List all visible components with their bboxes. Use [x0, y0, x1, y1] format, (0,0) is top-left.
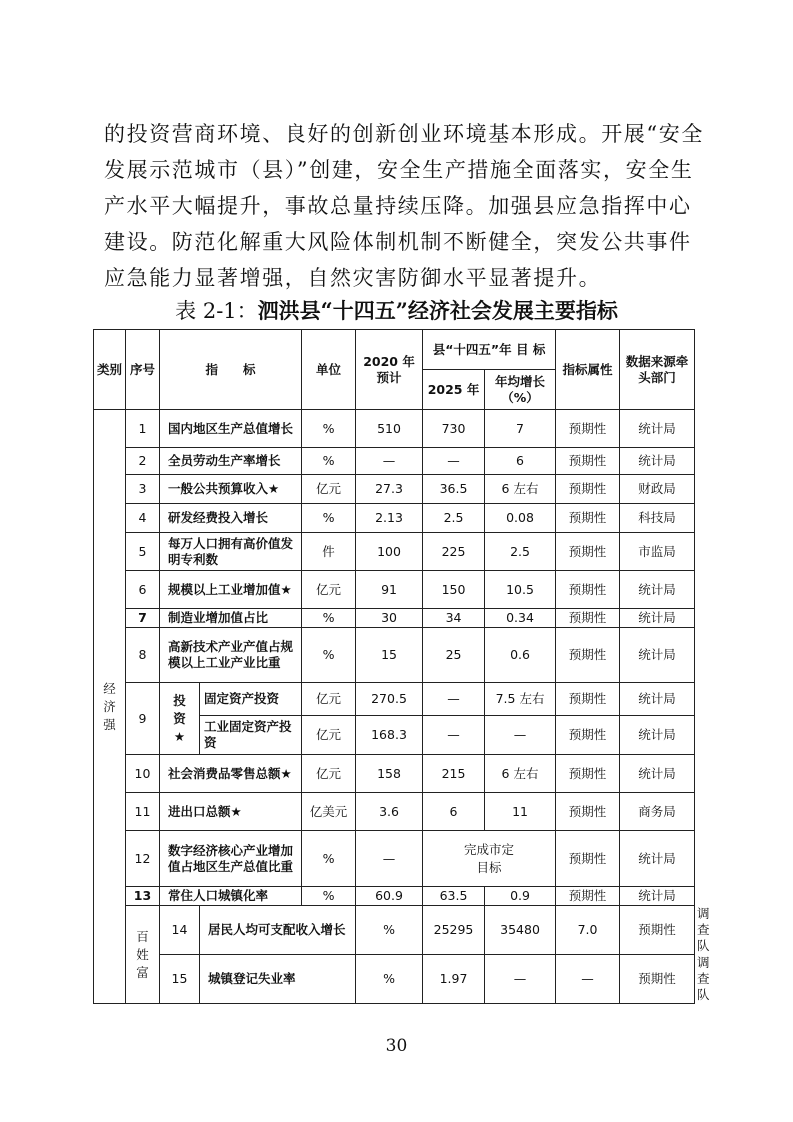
- paragraph-line: 发展示范城市（县）”创建，安全生产措施全面落实，安全生: [104, 158, 694, 182]
- table-row: [94, 628, 695, 683]
- cell-source: 统计局: [620, 887, 695, 906]
- cell-target-merged: 完成市定目标: [423, 831, 556, 887]
- cell-2020: 158: [356, 755, 423, 793]
- table-row: [94, 831, 695, 887]
- cell-attr: 预期性: [556, 475, 620, 504]
- cell-source: 市监局: [620, 533, 695, 571]
- cell-growth: 10.5: [485, 571, 556, 609]
- table-row: [94, 793, 695, 831]
- table-row: [94, 887, 695, 906]
- cell-attr: 预期性: [556, 831, 620, 887]
- cell-2020: 168.3: [356, 716, 423, 755]
- cell-unit: 亿元: [302, 683, 356, 716]
- cell-attr: 预期性: [556, 504, 620, 533]
- cell-2025: —: [485, 955, 556, 1004]
- cell-growth: —: [485, 716, 556, 755]
- cell-attr: 预期性: [556, 887, 620, 906]
- cell-2020: 15: [356, 628, 423, 683]
- cell-unit: 亿元: [302, 755, 356, 793]
- cell-growth: 0.34: [485, 609, 556, 628]
- header-2025: 2025 年: [423, 370, 485, 410]
- category-livelihood: 百姓富: [126, 906, 160, 1004]
- cell-no: 9: [126, 683, 160, 755]
- cell-unit: 亿元: [302, 716, 356, 755]
- cell-growth: 7.0: [556, 906, 620, 955]
- cell-2025: 2.5: [423, 504, 485, 533]
- cell-no: 13: [126, 887, 160, 906]
- cell-2025: 36.5: [423, 475, 485, 504]
- cell-attr: 预期性: [556, 755, 620, 793]
- cell-source: 统计局: [620, 628, 695, 683]
- header-row: [94, 330, 695, 370]
- header-attr: 指标属性: [556, 330, 620, 410]
- cell-indicator: 全员劳动生产率增长: [160, 448, 302, 475]
- header-2020: 2020 年预计: [356, 330, 423, 410]
- table-row: [94, 609, 695, 628]
- cell-indicator: 国内地区生产总值增长: [160, 410, 302, 448]
- cell-growth: 7.5 左右: [485, 683, 556, 716]
- cell-no: 7: [126, 609, 160, 628]
- cell-no: 4: [126, 504, 160, 533]
- cell-source: 统计局: [620, 683, 695, 716]
- table-caption-prefix: 表 2-1：: [175, 299, 258, 323]
- cell-indicator: 工业固定资产投资: [200, 716, 302, 755]
- cell-growth: 2.5: [485, 533, 556, 571]
- cell-growth: 6: [485, 448, 556, 475]
- cell-2020: 270.5: [356, 683, 423, 716]
- cell-source: 科技局: [620, 504, 695, 533]
- cell-no: 14: [160, 906, 200, 955]
- cell-attr: 预期性: [556, 609, 620, 628]
- cell-growth: 6 左右: [485, 755, 556, 793]
- cell-attr: 预期性: [556, 793, 620, 831]
- cell-2025: 730: [423, 410, 485, 448]
- cell-attr: 预期性: [556, 716, 620, 755]
- cell-unit: %: [302, 448, 356, 475]
- cell-indicator: 研发经费投入增长: [160, 504, 302, 533]
- paragraph-line: 建设。防范化解重大风险体制机制不断健全，突发公共事件: [104, 230, 692, 254]
- cell-indicator: 固定资产投资: [200, 683, 302, 716]
- cell-2020: 2.13: [356, 504, 423, 533]
- cell-source: 财政局: [620, 475, 695, 504]
- cell-indicator: 高新技术产业产值占规模以上工业产业比重: [160, 628, 302, 683]
- table-row: [94, 533, 695, 571]
- table-row: [94, 755, 695, 793]
- cell-indicator: 城镇登记失业率: [200, 955, 356, 1004]
- cell-growth: 0.6: [485, 628, 556, 683]
- cell-growth: 0.08: [485, 504, 556, 533]
- cell-attr: 预期性: [556, 571, 620, 609]
- cell-indicator: 常住人口城镇化率: [160, 887, 302, 906]
- cell-growth: 6 左右: [485, 475, 556, 504]
- cell-source: 统计局: [620, 716, 695, 755]
- cell-2025: 225: [423, 533, 485, 571]
- cell-indicator: 数字经济核心产业增加值占地区生产总值比重: [160, 831, 302, 887]
- cell-indicator: 规模以上工业增加值★: [160, 571, 302, 609]
- cell-2025: 63.5: [423, 887, 485, 906]
- table-row: [94, 475, 695, 504]
- cell-2020: 100: [356, 533, 423, 571]
- cell-attr: 预期性: [556, 448, 620, 475]
- table-caption-text: 泗洪县“十四五”经济社会发展主要指标: [257, 298, 618, 323]
- cell-source: 商务局: [620, 793, 695, 831]
- table-row: [94, 504, 695, 533]
- cell-attr: 预期性: [556, 683, 620, 716]
- cell-2025: —: [423, 448, 485, 475]
- cell-no: 12: [126, 831, 160, 887]
- cell-2025: 34: [423, 609, 485, 628]
- cell-no: 2: [126, 448, 160, 475]
- cell-attr: 预期性: [556, 410, 620, 448]
- header-indicator: 指 标: [160, 330, 302, 410]
- cell-no: 11: [126, 793, 160, 831]
- cell-unit: %: [302, 628, 356, 683]
- cell-unit: %: [302, 831, 356, 887]
- cell-attr: 预期性: [620, 906, 695, 955]
- cell-2020: 27.3: [356, 475, 423, 504]
- cell-2025: 215: [423, 755, 485, 793]
- header-growth: 年均增长（%）: [485, 370, 556, 410]
- cell-2020: 91: [356, 571, 423, 609]
- indicator-table: [93, 329, 710, 1004]
- cell-source: 统计局: [620, 571, 695, 609]
- header-category: 类别: [94, 330, 126, 410]
- cell-source: 统计局: [620, 755, 695, 793]
- cell-2025: —: [423, 716, 485, 755]
- cell-source: 统计局: [620, 410, 695, 448]
- cell-growth: 7: [485, 410, 556, 448]
- cell-no: 3: [126, 475, 160, 504]
- cell-attr: 预期性: [556, 533, 620, 571]
- cell-unit: %: [302, 887, 356, 906]
- cell-unit: %: [302, 410, 356, 448]
- cell-2020: —: [356, 448, 423, 475]
- cell-source: 统计局: [620, 831, 695, 887]
- cell-2020: 3.6: [356, 793, 423, 831]
- cell-unit: 件: [302, 533, 356, 571]
- paragraph-line: 应急能力显著增强，自然灾害防御水平显著提升。: [104, 266, 602, 290]
- paragraph-line: 的投资营商环境、良好的创新创业环境基本形成。开展“安全: [104, 122, 704, 146]
- cell-indicator: 居民人均可支配收入增长: [200, 906, 356, 955]
- header-target-group: 县“十四五”年 目 标: [423, 330, 556, 370]
- cell-growth: 0.9: [485, 887, 556, 906]
- cell-2020: 60.9: [356, 887, 423, 906]
- cell-no: 6: [126, 571, 160, 609]
- header-source: 数据来源牵头部门: [620, 330, 695, 410]
- cell-unit: %: [356, 906, 423, 955]
- cell-growth: —: [556, 955, 620, 1004]
- table-row: [94, 410, 695, 448]
- cell-attr: 预期性: [620, 955, 695, 1004]
- cell-no: 8: [126, 628, 160, 683]
- paragraph-line: 产水平大幅提升，事故总量持续压降。加强县应急指挥中心: [104, 194, 692, 218]
- cell-2020: 510: [356, 410, 423, 448]
- cell-no: 1: [126, 410, 160, 448]
- cell-no: 10: [126, 755, 160, 793]
- table-row: [94, 448, 695, 475]
- cell-unit: %: [356, 955, 423, 1004]
- cell-2020: —: [356, 831, 423, 887]
- cell-no: 15: [160, 955, 200, 1004]
- cell-indicator: 社会消费品零售总额★: [160, 755, 302, 793]
- cell-indicator: 制造业增加值占比: [160, 609, 302, 628]
- header-seq: 序号: [126, 330, 160, 410]
- cell-indicator: 每万人口拥有高价值发明专利数: [160, 533, 302, 571]
- table-row: [94, 571, 695, 609]
- cell-no: 5: [126, 533, 160, 571]
- cell-indicator: 一般公共预算收入★: [160, 475, 302, 504]
- cell-investment-group: 投资★: [160, 683, 200, 755]
- cell-2025: 150: [423, 571, 485, 609]
- category-economy: 经济强: [94, 410, 126, 1004]
- table-caption: [0, 296, 793, 326]
- cell-2025: 35480: [485, 906, 556, 955]
- cell-2025: 25: [423, 628, 485, 683]
- table-row: 百姓富 14 居民人均可支配收入增长 % 25295 35480 7.0 预期性 调查队: [94, 906, 695, 955]
- cell-unit: 亿元: [302, 475, 356, 504]
- cell-2020: 30: [356, 609, 423, 628]
- cell-attr: 预期性: [556, 628, 620, 683]
- cell-source: 统计局: [620, 448, 695, 475]
- cell-source: 统计局: [620, 609, 695, 628]
- body-paragraph: [104, 116, 704, 296]
- cell-unit: %: [302, 609, 356, 628]
- cell-2025: 6: [423, 793, 485, 831]
- table-row: 15 城镇登记失业率 % 1.97 — — 预期性 调查队: [94, 955, 695, 1004]
- cell-unit: 亿元: [302, 571, 356, 609]
- page-number: 30: [385, 1036, 408, 1056]
- cell-2020: 1.97: [423, 955, 485, 1004]
- cell-2025: —: [423, 683, 485, 716]
- cell-indicator: 进出口总额★: [160, 793, 302, 831]
- cell-growth: 11: [485, 793, 556, 831]
- header-unit: 单位: [302, 330, 356, 410]
- table-row: [94, 683, 695, 716]
- cell-unit: %: [302, 504, 356, 533]
- cell-2020: 25295: [423, 906, 485, 955]
- cell-unit: 亿美元: [302, 793, 356, 831]
